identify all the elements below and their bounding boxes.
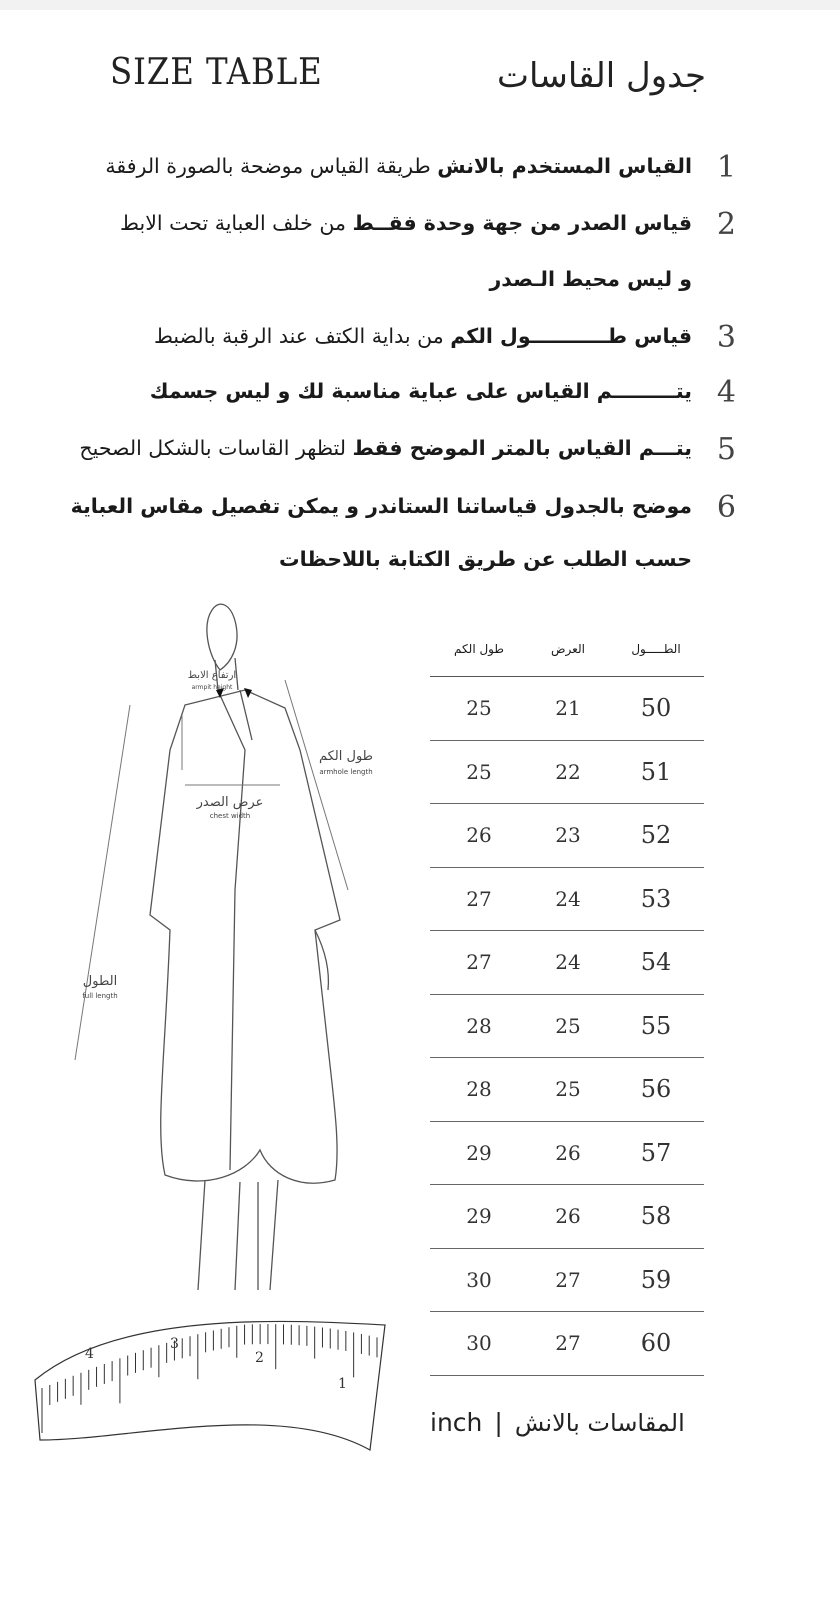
top-strip bbox=[0, 0, 840, 10]
table-header bbox=[430, 636, 704, 677]
cell-sleeve: 29 bbox=[466, 1140, 492, 1165]
cell-width: 23 bbox=[555, 823, 581, 848]
instruction-text bbox=[79, 436, 692, 460]
ruler-number: 3 bbox=[170, 1336, 179, 1352]
length-label-en: full length bbox=[82, 992, 118, 1000]
cell-width: 24 bbox=[555, 886, 581, 911]
instruction-text bbox=[154, 324, 692, 348]
header-width: العرض bbox=[551, 642, 585, 656]
cell-sleeve: 28 bbox=[466, 1013, 492, 1038]
cell-sleeve: 29 bbox=[466, 1204, 492, 1229]
instruction-text bbox=[71, 494, 692, 518]
cell-sleeve: 30 bbox=[466, 1267, 492, 1292]
cell-width: 25 bbox=[555, 1077, 581, 1102]
table-row bbox=[430, 1312, 704, 1376]
instruction-rest: لتظهر القاسات بالشكل الصحيح bbox=[79, 436, 353, 460]
title-english: SIZE TABLE bbox=[110, 52, 323, 93]
measuring-tape-icon bbox=[30, 1280, 390, 1460]
table-row bbox=[430, 804, 704, 868]
cell-length: 54 bbox=[640, 948, 672, 977]
unit-english: inch bbox=[430, 1408, 483, 1437]
cell-width: 27 bbox=[555, 1331, 581, 1356]
instruction-bold: قياس الصدر من جهة وحدة فقــط bbox=[352, 211, 692, 235]
instruction-text bbox=[120, 211, 692, 235]
head-outline bbox=[207, 604, 237, 670]
length-arrow bbox=[75, 705, 130, 1060]
instruction-bold: قياس طـــــــــــول الكم bbox=[450, 324, 692, 348]
abaya-illustration bbox=[30, 590, 410, 1310]
cell-length: 60 bbox=[640, 1329, 672, 1358]
cell-length: 57 bbox=[640, 1138, 672, 1167]
table-row bbox=[430, 868, 704, 932]
ruler-number: 2 bbox=[255, 1350, 264, 1366]
instruction-text bbox=[150, 379, 692, 403]
front-opening bbox=[220, 695, 245, 1170]
instruction-bold: موضح بالجدول قياساتنا الستاندر و يمكن تفصيل مقاس العباية bbox=[70, 494, 692, 518]
instruction-number: 5 bbox=[716, 432, 736, 467]
instruction-bold: يتـــــــــم القياس على عباية مناسبة لك و ليس جسمك bbox=[149, 379, 692, 403]
header-length: الطـــــول bbox=[631, 642, 681, 656]
instruction-item bbox=[70, 488, 750, 528]
instruction-number: 3 bbox=[716, 320, 736, 355]
instruction-item bbox=[100, 541, 750, 581]
instruction-rest: طريقة القياس موضحة بالصورة الرفقة bbox=[105, 154, 438, 178]
instruction-text bbox=[489, 267, 692, 291]
instruction-text bbox=[279, 547, 692, 571]
cell-width: 26 bbox=[555, 1140, 581, 1165]
cell-length: 52 bbox=[640, 821, 672, 850]
instruction-bold: يتـــم القياس بالمتر الموضح فقط bbox=[352, 436, 692, 460]
table-row bbox=[430, 931, 704, 995]
ruler-number: 1 bbox=[338, 1376, 347, 1392]
cell-sleeve: 28 bbox=[466, 1077, 492, 1102]
ruler-number: 4 bbox=[85, 1346, 94, 1362]
instruction-number: 1 bbox=[716, 150, 736, 185]
title-arabic: جدول القاسات bbox=[496, 56, 706, 96]
armpit-label-en: armpit height bbox=[191, 684, 233, 691]
cell-sleeve: 27 bbox=[466, 950, 492, 975]
cell-length: 51 bbox=[640, 757, 672, 786]
table-row bbox=[430, 741, 704, 805]
table-row bbox=[430, 1058, 704, 1122]
cell-length: 59 bbox=[640, 1265, 672, 1294]
chest-label-ar: عرض الصدر bbox=[196, 795, 264, 810]
armpit-label-ar: ارتفاع الابط bbox=[187, 670, 237, 681]
cell-width: 26 bbox=[555, 1204, 581, 1229]
legs bbox=[198, 1180, 278, 1290]
instruction-bold: حسب الطلب عن طريق الكتابة باللاحظات bbox=[278, 547, 692, 571]
length-label-ar: الطول bbox=[82, 974, 118, 989]
table-row bbox=[430, 995, 704, 1059]
cell-width: 24 bbox=[555, 950, 581, 975]
lapel bbox=[240, 690, 252, 740]
table-row bbox=[430, 1185, 704, 1249]
size-table bbox=[430, 636, 704, 1376]
cell-length: 58 bbox=[640, 1202, 672, 1231]
instruction-number: 6 bbox=[716, 490, 736, 525]
sleeve-label-en: armhole length bbox=[319, 768, 373, 776]
instruction-rest: من بداية الكتف عند الرقبة بالضبط bbox=[153, 324, 451, 348]
cell-sleeve: 25 bbox=[466, 696, 492, 721]
instruction-rest: من خلف العباية تحت الابط bbox=[120, 211, 353, 235]
instruction-item bbox=[100, 318, 750, 358]
cell-length: 50 bbox=[640, 694, 672, 723]
instruction-item bbox=[79, 430, 750, 470]
unit-arabic: المقاسات بالانش bbox=[514, 1408, 685, 1437]
instruction-bold: القياس المستخدم بالانش bbox=[437, 154, 692, 178]
cell-sleeve: 25 bbox=[466, 759, 492, 784]
header-sleeve: طول الكم bbox=[454, 642, 504, 656]
cell-width: 25 bbox=[555, 1013, 581, 1038]
unit-footer bbox=[430, 1408, 710, 1437]
abaya-body bbox=[150, 690, 340, 1183]
table-row bbox=[430, 1122, 704, 1186]
sleeve-arrow bbox=[285, 680, 348, 890]
cell-sleeve: 30 bbox=[466, 1331, 492, 1356]
instruction-item bbox=[100, 373, 750, 413]
cell-width: 22 bbox=[555, 759, 581, 784]
cell-width: 21 bbox=[555, 696, 581, 721]
sleeve-label-ar: طول الكم bbox=[318, 749, 374, 764]
instruction-bold: و ليس محيط الـصدر bbox=[489, 267, 692, 291]
chest-label-en: chest width bbox=[209, 812, 251, 820]
table-row bbox=[430, 677, 704, 741]
cell-length: 55 bbox=[640, 1011, 672, 1040]
instruction-item bbox=[100, 261, 750, 301]
table-row bbox=[430, 1249, 704, 1313]
instruction-number: 2 bbox=[716, 207, 736, 242]
instruction-item bbox=[100, 205, 750, 245]
cell-length: 53 bbox=[640, 884, 672, 913]
instruction-item bbox=[100, 148, 750, 188]
cell-sleeve: 27 bbox=[466, 886, 492, 911]
cell-width: 27 bbox=[555, 1267, 581, 1292]
instruction-number: 4 bbox=[716, 375, 736, 410]
cell-sleeve: 26 bbox=[466, 823, 492, 848]
unit-separator: | bbox=[494, 1408, 503, 1437]
hand bbox=[315, 930, 328, 990]
instruction-text bbox=[105, 154, 692, 178]
cell-length: 56 bbox=[640, 1075, 672, 1104]
